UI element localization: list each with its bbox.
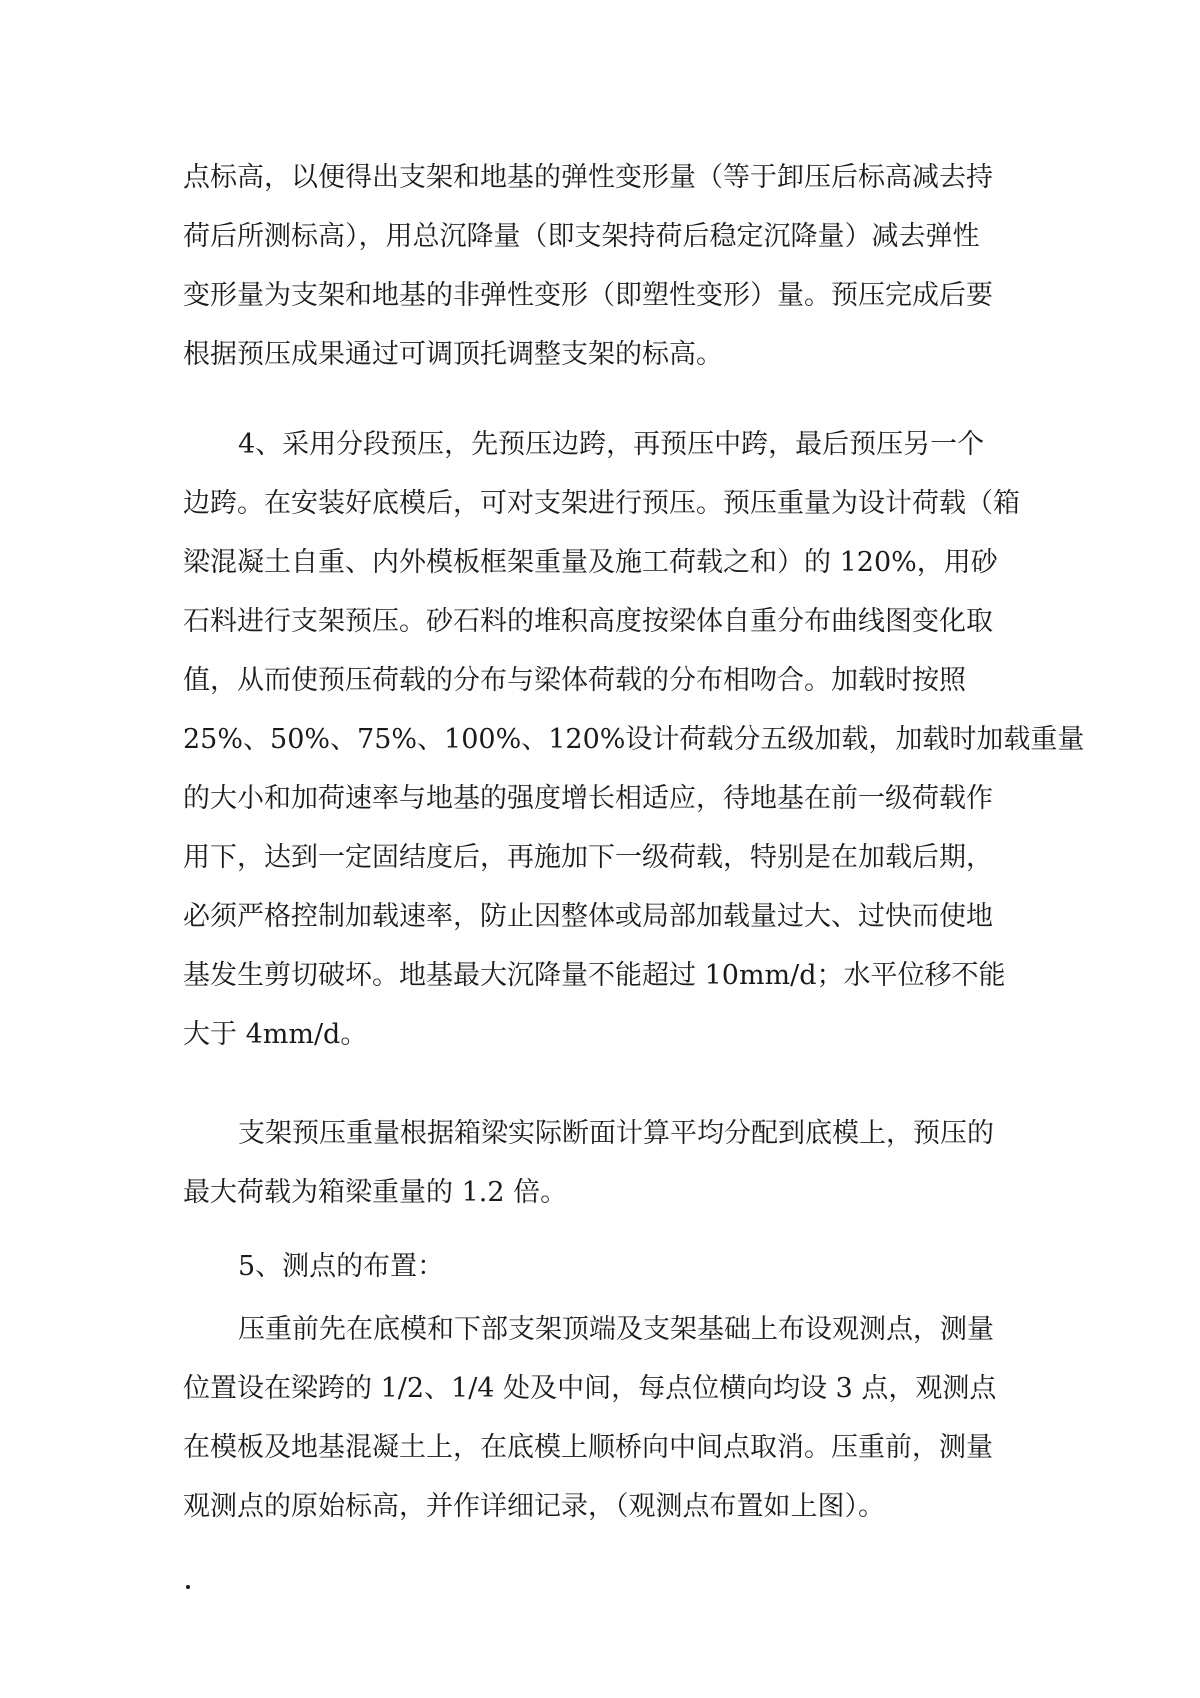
page-dot-mark bbox=[186, 1585, 190, 1589]
text-line: 的大小和加荷速率与地基的强度增长相适应，待地基在前一级荷载作 bbox=[183, 783, 993, 814]
text-line: 观测点的原始标高，并作详细记录，（观测点布置如上图）。 bbox=[183, 1491, 885, 1522]
paragraph-observation-points bbox=[183, 1300, 1023, 1536]
text-line: 点标高，以便得出支架和地基的弹性变形量（等于卸压后标高减去持 bbox=[183, 162, 993, 193]
text-line: 边跨。在安装好底模后，可对支架进行预压。预压重量为设计荷载（箱 bbox=[183, 488, 1020, 519]
text-line: 荷后所测标高），用总沉降量（即支架持荷后稳定沉降量）减去弹性 bbox=[183, 221, 980, 252]
text-line: 大于 4mm/d。 bbox=[183, 1019, 368, 1050]
paragraph-elevation-measurement bbox=[183, 148, 1023, 384]
text-line: 用下，达到一定固结度后，再施加下一级荷载，特别是在加载后期， bbox=[183, 842, 993, 873]
text-line: 支架预压重量根据箱梁实际断面计算平均分配到底模上，预压的 bbox=[238, 1118, 994, 1149]
text-line: 在模板及地基混凝土上，在底模上顺桥向中间点取消。压重前，测量 bbox=[183, 1432, 993, 1463]
text-line: 基发生剪切破坏。地基最大沉降量不能超过 10mm/d；水平位移不能 bbox=[183, 960, 1006, 991]
text-line: 值，从而使预压荷载的分布与梁体荷载的分布相吻合。加载时按照 bbox=[183, 665, 966, 696]
paragraph-segmented-preloading bbox=[183, 415, 1085, 1064]
text-line: 25%、50%、75%、100%、120%设计荷载分五级加载，加载时加载重量 bbox=[183, 724, 1085, 755]
text-line: 根据预压成果通过可调顶托调整支架的标高。 bbox=[183, 339, 723, 370]
text-line: 梁混凝土自重、内外模板框架重量及施工荷载之和）的 120%，用砂 bbox=[183, 547, 998, 578]
text-line: 位置设在梁跨的 1/2、1/4 处及中间，每点位横向均设 3 点，观测点 bbox=[183, 1373, 997, 1404]
section-heading-measurement-points bbox=[183, 1237, 1023, 1296]
text-line: 变形量为支架和地基的非弹性变形（即塑性变形）量。预压完成后要 bbox=[183, 280, 993, 311]
paragraph-preload-weight bbox=[183, 1104, 1023, 1222]
text-line: 4、采用分段预压，先预压边跨，再预压中跨，最后预压另一个 bbox=[238, 429, 985, 460]
text-line: 5、测点的布置： bbox=[238, 1251, 445, 1282]
text-line: 石料进行支架预压。砂石料的堆积高度按梁体自重分布曲线图变化取 bbox=[183, 606, 993, 637]
text-line: 必须严格控制加载速率，防止因整体或局部加载量过大、过快而使地 bbox=[183, 901, 993, 932]
text-line: 最大荷载为箱梁重量的 1.2 倍。 bbox=[183, 1177, 568, 1208]
text-line: 压重前先在底模和下部支架顶端及支架基础上布设观测点，测量 bbox=[238, 1314, 994, 1345]
